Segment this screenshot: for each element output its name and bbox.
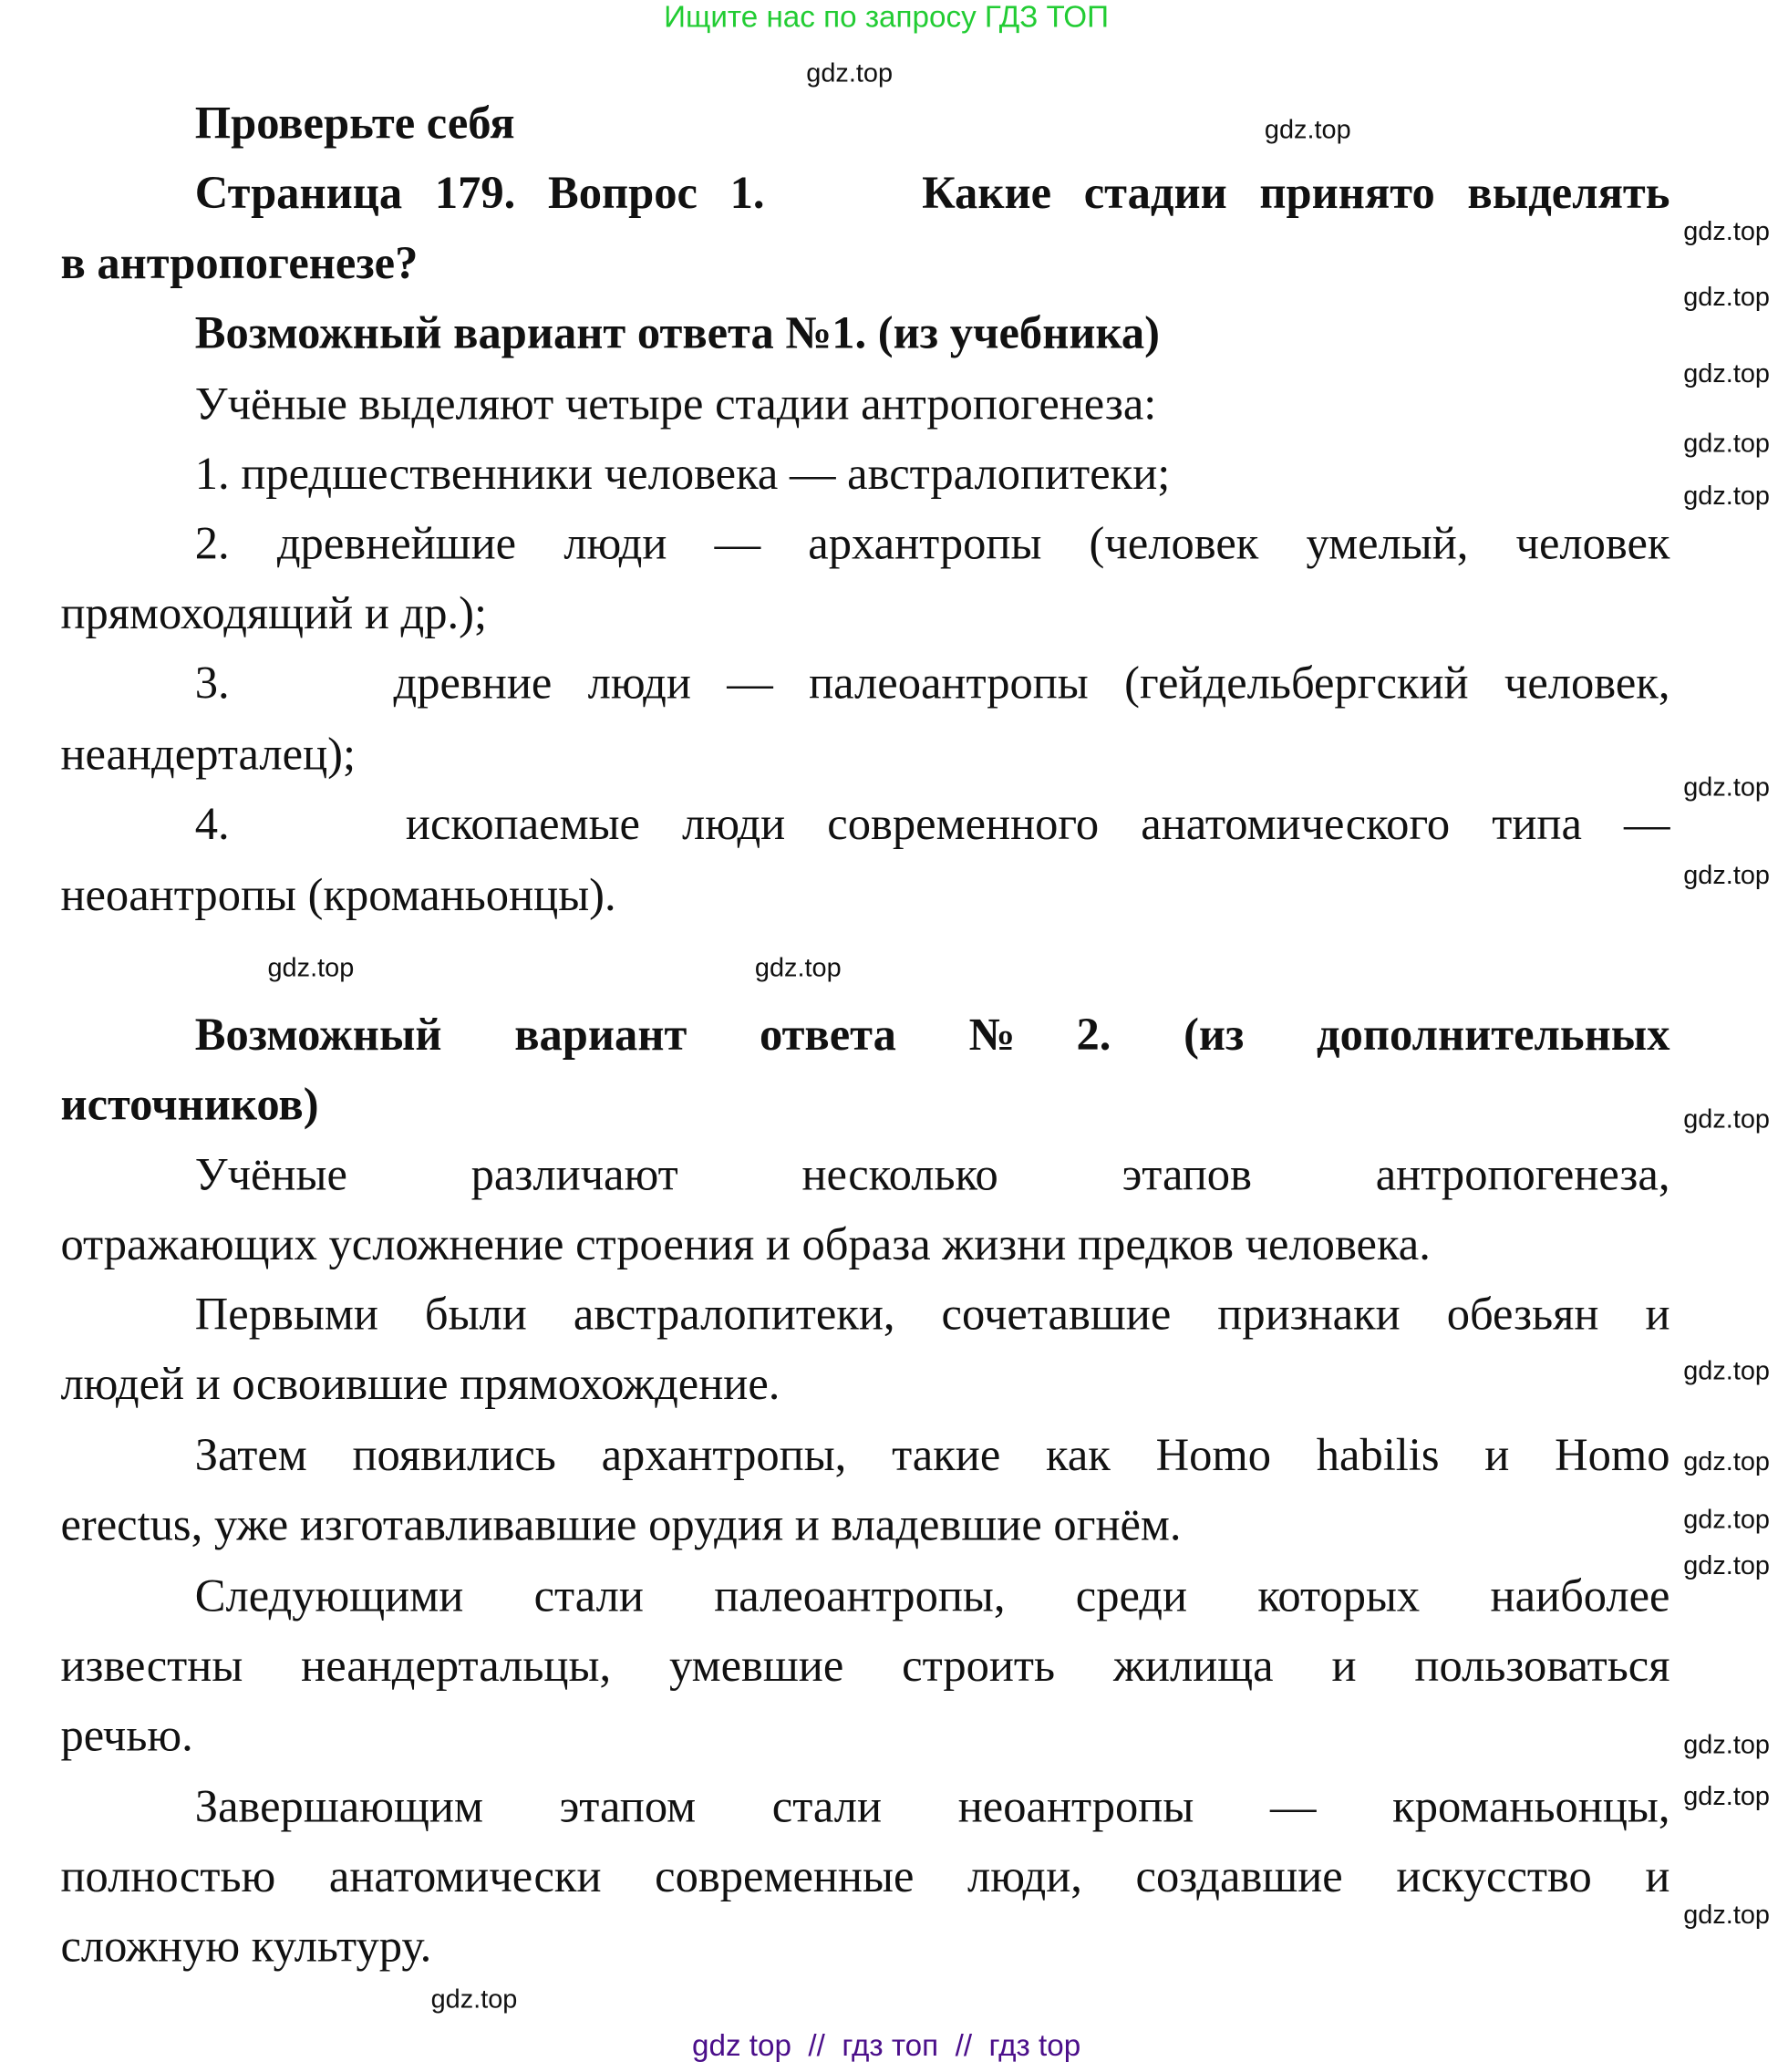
text-line: неандерталец); xyxy=(60,728,357,781)
watermark: gdz.top xyxy=(1683,482,1770,512)
text-line: Первыми были австралопитеки, сочетавшие признаки обезьян и xyxy=(194,1288,1670,1340)
heading-line: в антропогенезе? xyxy=(60,236,419,289)
watermark: gdz.top xyxy=(1683,359,1770,389)
text-line: прямоходящий и др.); xyxy=(60,587,488,639)
text-line: людей и освоившие прямохождение. xyxy=(60,1358,780,1410)
text-line: 4. ископаемые люди современного анатомического типа — xyxy=(194,798,1670,850)
text-line: Следующими стали палеоантропы, среди которых наиболее xyxy=(194,1570,1670,1622)
text-line: 3. древние люди — палеоантропы (гейдельбергский человек, xyxy=(194,657,1670,710)
text-line: Завершающим этапом стали неоантропы — кроманьонцы, xyxy=(194,1780,1670,1833)
watermark: gdz.top xyxy=(430,1984,518,2015)
watermark: gdz.top xyxy=(1683,1901,1770,1931)
watermark: gdz.top xyxy=(754,953,842,983)
watermark: gdz.top xyxy=(1683,1505,1770,1535)
text-line: известны неандертальцы, умевшие строить жилища и пользоваться xyxy=(60,1640,1670,1692)
heading-line: Страница 179. Вопрос 1. Какие стадии принято выделять xyxy=(194,167,1670,219)
watermark: gdz.top xyxy=(1683,861,1770,891)
heading-line: источников) xyxy=(60,1078,319,1131)
text-line: 2. древнейшие люди — архантропы (человек умелый, человек xyxy=(194,517,1670,569)
text-line: неоантропы (кроманьонцы). xyxy=(60,869,616,921)
watermark: gdz.top xyxy=(1683,1104,1770,1134)
watermark: gdz.top xyxy=(1683,1356,1770,1386)
watermark: gdz.top xyxy=(806,58,894,88)
watermark: gdz.top xyxy=(1264,116,1351,145)
watermark: gdz.top xyxy=(1683,217,1770,247)
text-line: отражающих усложнение строения и образа жизни предков человека. xyxy=(60,1218,1431,1270)
watermark: gdz.top xyxy=(267,953,355,983)
text-line: сложную культуру. xyxy=(60,1920,432,1973)
text-line: 1. предшественники человека — австралопитеки; xyxy=(194,448,1171,500)
watermark: gdz.top xyxy=(1683,1782,1770,1812)
watermark: gdz.top xyxy=(1683,1551,1770,1581)
watermark: gdz.top xyxy=(1683,283,1770,313)
footer-banner[interactable]: gdz top // гдз топ // гдз top xyxy=(691,2027,1081,2063)
watermark: gdz.top xyxy=(1683,772,1770,803)
heading-line: Возможный вариант ответа №1. (из учебника) xyxy=(194,306,1160,358)
text-line: речью. xyxy=(60,1709,193,1762)
watermark: gdz.top xyxy=(1683,429,1770,459)
text-line: Учёные различают несколько этапов антропогенеза, xyxy=(194,1148,1670,1200)
heading-line: Возможный вариант ответа №2. (из дополнительных xyxy=(194,1009,1670,1061)
header-banner[interactable]: Ищите нас по запросу ГДЗ ТОП xyxy=(664,0,1110,34)
text-line: полностью анатомически современные люди, создавшие искусство и xyxy=(60,1850,1670,1902)
watermark: gdz.top xyxy=(1683,1447,1770,1477)
text-line: Учёные выделяют четыре стадии антропогенеза: xyxy=(194,378,1157,430)
heading-line: Проверьте себя xyxy=(194,97,515,150)
text-line: erectus, уже изготавливавшие орудия и владевшие огнём. xyxy=(60,1498,1182,1551)
watermark: gdz.top xyxy=(1683,1730,1770,1760)
text-line: Затем появились архантропы, такие как Homo habilis и Homo xyxy=(194,1429,1670,1481)
